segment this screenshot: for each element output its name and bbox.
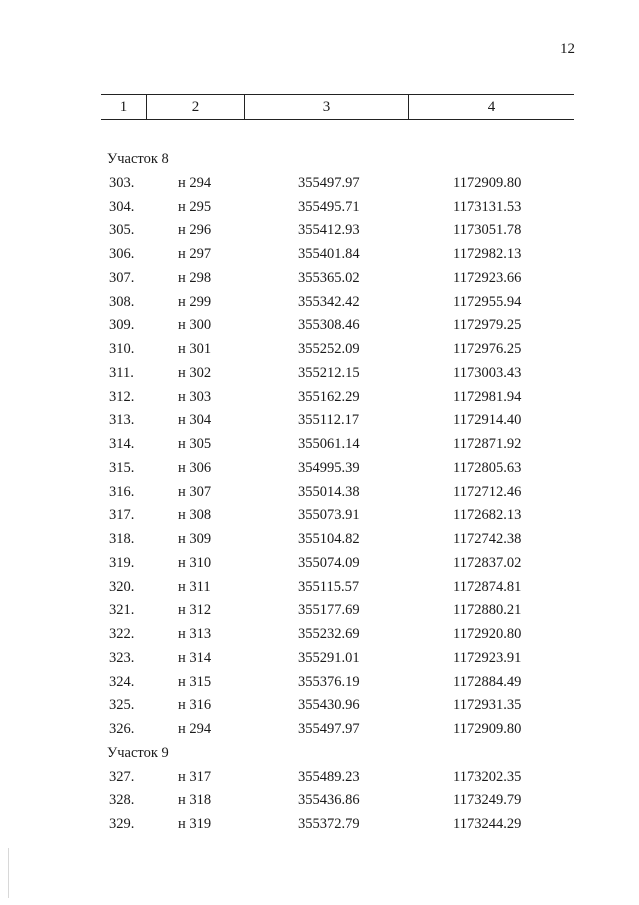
row-number: 326. [109, 721, 135, 737]
y-coordinate: 1172923.66 [453, 269, 522, 286]
header-col-1: 1 [101, 95, 147, 119]
page-number: 12 [560, 41, 575, 57]
row-number: 312. [109, 388, 135, 405]
table-row [0, 552, 639, 576]
point-id: н 295 [178, 198, 212, 215]
x-coordinate: 355212.15 [298, 364, 360, 381]
x-coordinate: 355115.57 [298, 578, 360, 595]
row-number: 319. [109, 554, 135, 571]
x-coordinate: 355497.97 [298, 174, 360, 191]
section-title-row [0, 742, 639, 766]
y-coordinate: 1172920.80 [453, 626, 522, 642]
table-row [0, 172, 639, 196]
table-row [0, 599, 639, 623]
x-coordinate: 355308.46 [298, 317, 360, 334]
x-coordinate: 355497.97 [298, 721, 360, 737]
point-id: н 309 [178, 531, 212, 547]
y-coordinate: 1173003.43 [453, 364, 522, 381]
x-coordinate: 355401.84 [298, 246, 360, 262]
x-coordinate: 355291.01 [298, 649, 360, 666]
y-coordinate: 1172880.21 [453, 602, 522, 619]
point-id: н 311 [178, 578, 211, 595]
section-title: Участок 9 [107, 744, 169, 761]
y-coordinate: 1172914.40 [453, 412, 522, 429]
point-id: н 319 [178, 816, 212, 832]
row-number: 313. [109, 412, 135, 429]
header-col-4: 4 [487, 98, 496, 115]
row-number: 322. [109, 626, 135, 642]
point-id: н 302 [178, 364, 212, 381]
point-id: н 298 [178, 269, 212, 286]
point-id: н 312 [178, 602, 212, 619]
y-coordinate: 1172871.92 [453, 436, 522, 452]
x-coordinate: 355365.02 [298, 269, 360, 286]
point-id: н 307 [178, 483, 212, 500]
table-row [0, 362, 639, 386]
row-number: 324. [109, 673, 135, 690]
point-id: н 300 [178, 317, 212, 334]
row-number: 329. [109, 816, 135, 832]
point-id: н 294 [178, 721, 212, 737]
x-coordinate: 355412.93 [298, 222, 360, 239]
y-coordinate: 1173051.78 [453, 222, 522, 239]
coordinate-table-body [0, 148, 639, 837]
row-number: 305. [109, 222, 135, 239]
y-coordinate: 1172979.25 [453, 317, 522, 334]
row-number: 316. [109, 483, 135, 500]
y-coordinate: 1172909.80 [453, 721, 522, 737]
table-row [0, 766, 639, 790]
point-id: н 296 [178, 222, 212, 239]
table-row [0, 267, 639, 291]
x-coordinate: 355073.91 [298, 507, 360, 524]
row-number: 327. [109, 768, 135, 785]
table-row [0, 671, 639, 695]
row-number: 328. [109, 792, 135, 809]
y-coordinate: 1173249.79 [453, 792, 522, 809]
table-row [0, 409, 639, 433]
point-id: н 297 [178, 246, 212, 262]
table-row [0, 647, 639, 671]
y-coordinate: 1172742.38 [453, 531, 522, 547]
x-coordinate: 354995.39 [298, 459, 360, 476]
table-row [0, 243, 639, 267]
scan-margin-line [8, 848, 9, 898]
row-number: 323. [109, 649, 135, 666]
row-number: 320. [109, 578, 135, 595]
x-coordinate: 355342.42 [298, 293, 360, 310]
table-row [0, 813, 639, 837]
point-id: н 308 [178, 507, 212, 524]
x-coordinate: 355074.09 [298, 554, 360, 571]
row-number: 325. [109, 697, 135, 714]
table-row [0, 623, 639, 647]
table-row [0, 789, 639, 813]
y-coordinate: 1172976.25 [453, 341, 522, 357]
row-number: 317. [109, 507, 135, 524]
header-col-2: 2 [147, 95, 245, 119]
y-coordinate: 1172981.94 [453, 388, 522, 405]
point-id: н 315 [178, 673, 212, 690]
x-coordinate: 355112.17 [298, 412, 360, 429]
x-coordinate: 355014.38 [298, 483, 360, 500]
table-row [0, 433, 639, 457]
y-coordinate: 1172955.94 [453, 293, 522, 310]
point-id: н 301 [178, 341, 212, 357]
row-number: 314. [109, 436, 135, 452]
header-col-3: 3 [245, 95, 409, 119]
table-row [0, 314, 639, 338]
y-coordinate: 1173244.29 [453, 816, 522, 832]
table-row [0, 504, 639, 528]
y-coordinate: 1172909.80 [453, 174, 522, 191]
y-coordinate: 1172982.13 [453, 246, 522, 262]
y-coordinate: 1172931.35 [453, 697, 522, 714]
y-coordinate: 1173202.35 [453, 768, 522, 785]
point-id: н 310 [178, 554, 212, 571]
point-id: н 306 [178, 459, 212, 476]
y-coordinate: 1172712.46 [453, 483, 522, 500]
table-header [101, 94, 574, 120]
x-coordinate: 355061.14 [298, 436, 360, 452]
x-coordinate: 355104.82 [298, 531, 360, 547]
y-coordinate: 1172884.49 [453, 673, 522, 690]
table-row [0, 291, 639, 315]
x-coordinate: 355495.71 [298, 198, 360, 215]
point-id: н 299 [178, 293, 212, 310]
row-number: 303. [109, 174, 135, 191]
x-coordinate: 355162.29 [298, 388, 360, 405]
row-number: 309. [109, 317, 135, 334]
point-id: н 318 [178, 792, 212, 809]
section-title: Участок 8 [107, 151, 169, 167]
point-id: н 314 [178, 649, 212, 666]
y-coordinate: 1172923.91 [453, 649, 522, 666]
row-number: 306. [109, 246, 135, 262]
x-coordinate: 355372.79 [298, 816, 360, 832]
row-number: 321. [109, 602, 135, 619]
y-coordinate: 1172874.81 [453, 578, 522, 595]
y-coordinate: 1172682.13 [453, 507, 522, 524]
table-row [0, 219, 639, 243]
x-coordinate: 355376.19 [298, 673, 360, 690]
point-id: н 316 [178, 697, 212, 714]
row-number: 311. [109, 364, 134, 381]
row-number: 310. [109, 341, 135, 357]
section-title-row [0, 148, 639, 172]
point-id: н 313 [178, 626, 212, 642]
point-id: н 305 [178, 436, 212, 452]
y-coordinate: 1172805.63 [453, 459, 522, 476]
row-number: 307. [109, 269, 135, 286]
x-coordinate: 355436.86 [298, 792, 360, 809]
table-row [0, 338, 639, 362]
table-row [0, 386, 639, 410]
point-id: н 294 [178, 174, 212, 191]
x-coordinate: 355232.69 [298, 626, 360, 642]
point-id: н 317 [178, 768, 212, 785]
table-row [0, 694, 639, 718]
x-coordinate: 355177.69 [298, 602, 360, 619]
row-number: 318. [109, 531, 135, 547]
table-row [0, 481, 639, 505]
row-number: 304. [109, 198, 135, 215]
x-coordinate: 355252.09 [298, 341, 360, 357]
table-row [0, 457, 639, 481]
row-number: 315. [109, 459, 135, 476]
y-coordinate: 1173131.53 [453, 198, 522, 215]
table-row [0, 718, 639, 742]
row-number: 308. [109, 293, 135, 310]
x-coordinate: 355430.96 [298, 697, 360, 714]
table-row [0, 528, 639, 552]
point-id: н 304 [178, 412, 212, 429]
table-row [0, 576, 639, 600]
y-coordinate: 1172837.02 [453, 554, 522, 571]
table-row [0, 196, 639, 220]
x-coordinate: 355489.23 [298, 768, 360, 785]
point-id: н 303 [178, 388, 212, 405]
